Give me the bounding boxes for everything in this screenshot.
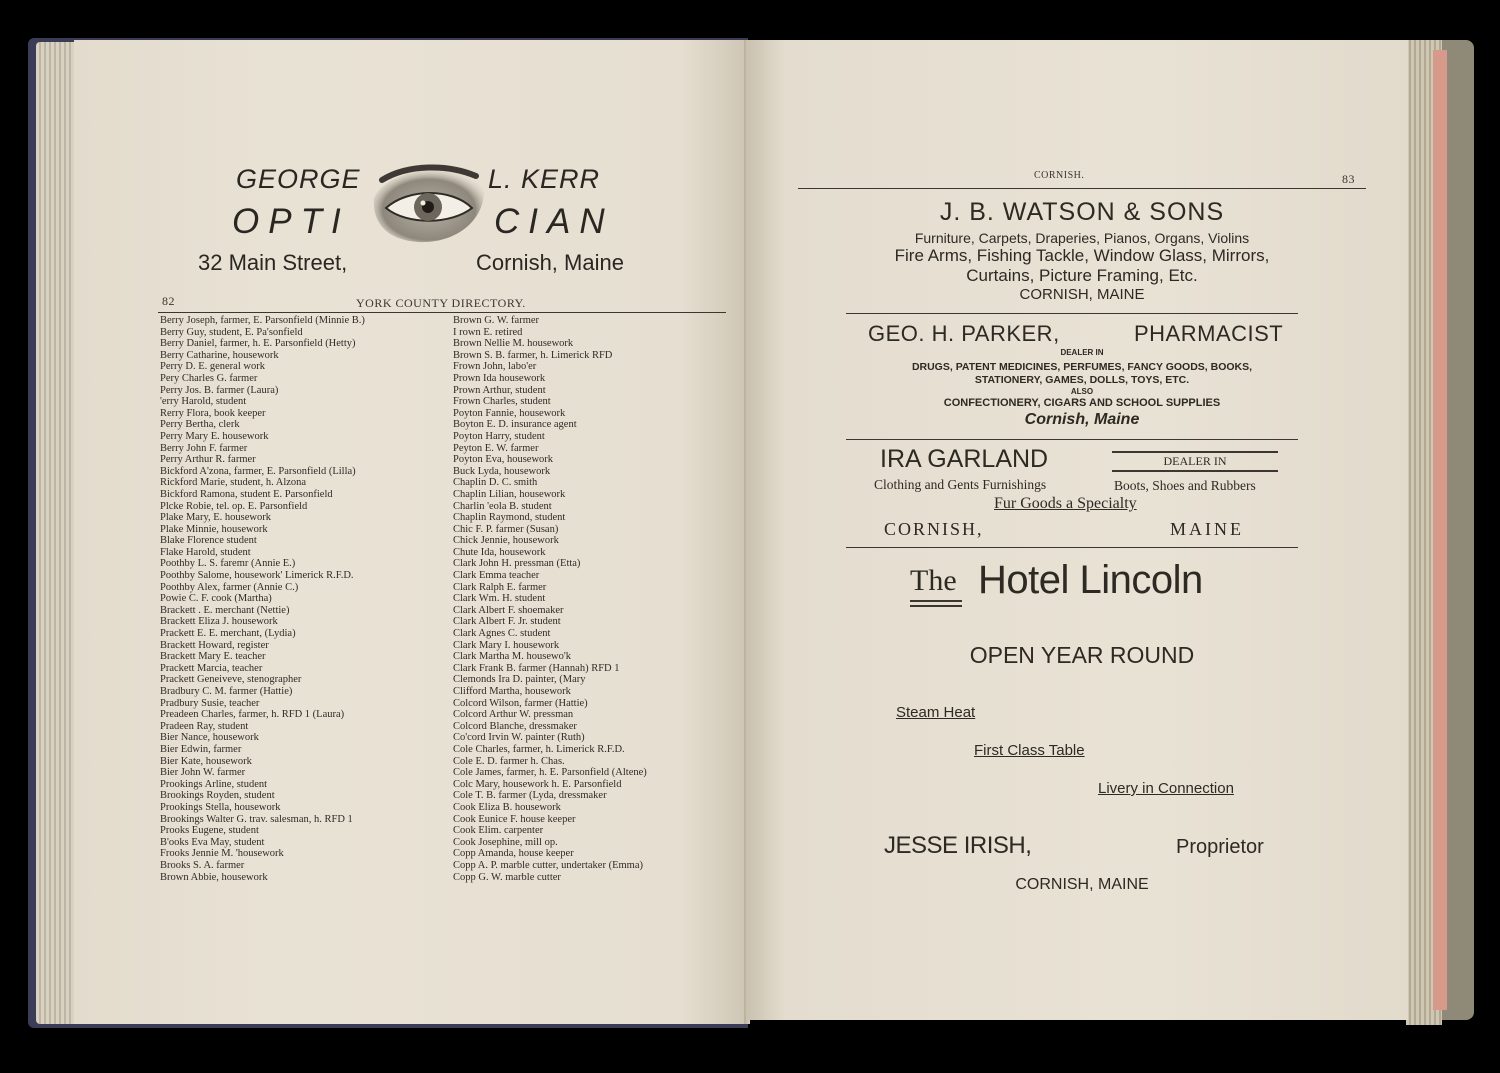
page-edges-tinted [1433,50,1447,1010]
ad-title-b: CIAN [494,202,614,241]
watson-name: J. B. WATSON & SONS [939,198,1225,226]
parker-goods1: DRUGS, PATENT MEDICINES, PERFUMES, FANCY GOODS, BOOKS, [911,361,1253,373]
directory-entry: Chick Jennie, housework [453,535,559,547]
directory-entry: Bradbury C. M. farmer (Hattie) [160,686,293,697]
hotel-feature-1: Steam Heat [896,704,976,721]
divider-3 [846,547,1298,548]
left-page [74,40,746,1024]
hotel-the-rule-2 [910,605,962,607]
ad-address: 32 Main Street, [198,250,348,275]
directory-entry: Prown Ida housework [453,372,546,384]
directory-entry: Buck Lyda, housework [453,465,551,477]
directory-entry: 'erry Harold, student [160,396,247,408]
directory-entry: Prooks Eugene, student [160,825,259,837]
directory-entry: Pery Charles G. farmer [160,372,258,384]
directory-entry: Frown Charles, student [453,396,551,408]
parker-also: ALSO [1070,387,1094,396]
directory-entry: Cook Josephine, mill op. [453,836,558,848]
ad-town: Cornish, Maine [476,250,624,275]
directory-entry: Colcord Arthur W. pressman [453,709,574,721]
directory-entry: Perry Jos. B. farmer (Laura) [160,384,279,396]
directory-entry: Poyton Harry, student [453,430,545,442]
directory-entry: Colcord Wilson, farmer (Hattie) [453,697,588,709]
header-rule-right [798,188,1366,189]
directory-entry: Clark Albert F. Jr. student [453,616,561,628]
directory-entry: Preadeen Charles, farmer, h. RFD 1 (Laura) [160,709,345,721]
directory-entry: Poothby Salome, housework' Limerick R.F.D. [160,570,354,582]
garland-rule-bottom [1112,470,1278,472]
directory-entry: Bier Nance, housework [160,732,259,744]
garland-state: MAINE [1170,519,1244,539]
divider-1 [846,313,1298,314]
directory-entry: Brackett Mary E. teacher [160,651,266,663]
garland-line-right: Boots, Shoes and Rubbers [1114,478,1256,493]
directory-entry: Pradeen Ray, student [160,720,249,732]
directory-column-2 [453,315,647,883]
directory-entry: Cole Charles, farmer, h. Limerick R.F.D. [453,743,625,755]
directory-entry: Cole E. D. farmer h. Chas. [453,755,565,767]
directory-entry: Copp A. P. marble cutter, undertaker (Emma) [453,859,643,871]
parker-name: GEO. H. PARKER, [868,321,1060,346]
running-head-right: CORNISH. [1034,170,1085,181]
directory-entry: Prown Arthur, student [453,384,546,396]
directory-column-1 [160,315,365,883]
directory-entry: Frown John, labo'er [453,361,537,373]
directory-entry: Plake Minnie, housework [160,523,268,535]
divider-2 [846,439,1298,440]
hotel-open: OPEN YEAR ROUND [969,642,1195,668]
directory-entry: Prookings Stella, housework [160,801,281,813]
directory-entry: Chic F. P. farmer (Susan) [453,523,559,535]
directory-entry: Cook Elim. carpenter [453,825,544,837]
directory-entry: Bier Kate, housework [160,755,252,767]
directory-entry: Clark Ralph E. farmer [453,581,547,593]
watson-line2: Fire Arms, Fishing Tackle, Window Glass, Mirrors, [894,246,1270,265]
directory-entry: Berry Joseph, farmer, E. Parsonfield (Minnie B.) [160,315,365,326]
ad-name-first: GEORGE [236,164,361,194]
page-number: 82 [162,294,175,308]
directory-entry: Copp Amanda, house keeper [453,848,574,860]
hotel-the-rule-1 [910,600,962,602]
directory-entry: Berry Guy, student, E. Pa'sonfield [160,326,303,338]
directory-entry: Poothby Alex, farmer (Annie C.) [160,581,299,593]
parker-goods3: CONFECTIONERY, CIGARS AND SCHOOL SUPPLIES [943,397,1221,409]
directory-entry: Berry Catharine, housework [160,349,279,361]
directory-entry: Cook Eunice F. house keeper [453,813,576,825]
hotel-the: The [910,564,957,597]
hotel-town: CORNISH, MAINE [1015,876,1149,893]
directory-entry: Clifford Martha, housework [453,686,571,697]
directory-entry: Cole James, farmer, h. E. Parsonfield (Altene) [453,767,647,779]
page-edges-left [36,42,78,1024]
header-rule [158,312,726,313]
watson-line3: Curtains, Picture Framing, Etc. [966,266,1198,285]
directory-entry: Brackett Eliza J. housework [160,616,278,628]
garland-rule-top [1112,451,1278,453]
directory-entry: Perry Arthur R. farmer [160,454,256,466]
directory-entry: Perry D. E. general work [160,361,265,373]
watson-line1: Furniture, Carpets, Draperies, Pianos, Organs, Violins [914,230,1250,246]
directory-entry: Clark Emma teacher [453,570,540,582]
hotel-proprietor-label: Proprietor [1176,836,1264,858]
directory-entry: Prackett Marcia, teacher [160,662,263,674]
directory-entry: Brookings Walter G. trav. salesman, h. RFD 1 [160,813,353,825]
directory-entry: Clark Albert F. shoemaker [453,604,564,616]
directory-entry: Charlin 'eola B. student [453,500,552,512]
hotel-proprietor-name: JESSE IRISH, [884,832,1032,859]
directory-entry: Brookings Royden, student [160,790,275,802]
right-page [746,40,1408,1020]
parker-dealer: DEALER IN [1060,348,1104,357]
directory-entry: Co'cord Irvin W. painter (Ruth) [453,732,585,744]
directory-entry: Bickford A'zona, farmer, E. Parsonfield (Lilla) [160,465,356,477]
garland-town: CORNISH, [884,519,984,539]
garland-specialty: Fur Goods a Specialty [994,495,1137,512]
directory-entry: Brackett . E. merchant (Nettie) [160,604,290,616]
directory-entry: Brown G. W. farmer [453,315,540,326]
eye-engraving-icon [368,158,488,248]
directory-entry: Chaplin Raymond, student [453,512,566,524]
directory-entry: Pradbury Susie, teacher [160,697,260,709]
directory-entry: Plcke Robie, tel. op. E. Parsonfield [160,500,308,512]
directory-entry: Clemonds Ira D. painter, (Mary [453,674,586,686]
directory-entry: Poyton Fannie, housework [453,407,566,419]
parker-trade: PHARMACIST [1134,321,1284,346]
directory-entry: Poothby L. S. faremr (Annie E.) [160,558,296,570]
directory-entry: B'ooks Eva May, student [160,836,265,848]
directory-entry: Clark Frank B. farmer (Hannah) RFD 1 [453,662,620,674]
directory-entry: Blake Florence student [160,535,257,547]
running-head: YORK COUNTY DIRECTORY. [356,296,526,310]
directory-entry: Cole T. B. farmer (Lyda, dressmaker [453,790,607,802]
directory-entry: I rown E. retired [453,326,523,338]
directory-entry: Prackett Geneiveve, stenographer [160,674,302,686]
directory-entry: Cook Eliza B. housework [453,801,561,813]
directory-entry: Clark Martha M. housewo'k [453,651,571,663]
directory-entry: Brooks S. A. farmer [160,859,245,871]
directory-entry: Colcord Blanche, dressmaker [453,720,577,732]
hotel-name: Hotel Lincoln [978,558,1203,602]
hotel-feature-2: First Class Table [974,742,1085,759]
directory-entry: Clark Wm. H. student [453,593,546,605]
directory-entry: Bier John W. farmer [160,767,246,779]
directory-entry: Prookings Arline, student [160,778,268,790]
directory-entry: Plake Mary, E. housework [160,512,272,524]
directory-entry: Bickford Ramona, student E. Parsonfield [160,488,333,500]
directory-entry: Powie C. F. cook (Martha) [160,593,272,605]
directory-entry: Clark Agnes C. student [453,628,551,640]
directory-entry: Peyton E. W. farmer [453,442,539,454]
directory-entry: Clark John H. pressman (Etta) [453,558,581,570]
directory-entry: Perry Mary E. housework [160,430,269,442]
directory-entry: Prackett E. E. merchant, (Lydia) [160,628,296,640]
hotel-feature-3: Livery in Connection [1098,780,1234,797]
garland-line-left: Clothing and Gents Furnishings [874,477,1047,492]
directory-entry: Brown S. B. farmer, h. Limerick RFD [453,349,613,361]
directory-entry: Chaplin D. C. smith [453,477,538,489]
directory-entry: Chute Ida, housework [453,546,546,558]
garland-name: IRA GARLAND [880,445,1049,473]
directory-entry: Brackett Howard, register [160,639,269,651]
directory-entry: Chaplin Lilian, housework [453,488,566,500]
directory-entry: Flake Harold, student [160,546,251,558]
ad-name-last: L. KERR [488,164,601,194]
directory-entry: Boyton E. D. insurance agent [453,419,577,431]
watson-town: CORNISH, MAINE [1019,286,1145,303]
open-book [28,30,1474,1032]
directory-entry: Perry Bertha, clerk [160,419,240,431]
directory-entry: Frooks Jennie M. 'housework [160,848,284,860]
garland-dealer: DEALER IN [1163,454,1227,468]
parker-goods2: STATIONERY, GAMES, DOLLS, TOYS, ETC. [974,374,1190,386]
directory-entry: Bier Edwin, farmer [160,743,242,755]
directory-entry: Copp G. W. marble cutter [453,871,561,883]
directory-entry: Berry Daniel, farmer, h. E. Parsonfield (Hetty) [160,338,356,350]
page-number-right: 83 [1342,172,1355,186]
directory-entry: Berry John F. farmer [160,442,248,454]
ad-title-a: OPTI [232,202,350,241]
directory-entry: Poyton Eva, housework [453,454,554,466]
directory-entry: Clark Mary I. housework [453,639,560,651]
directory-entry: Rerry Flora, book keeper [160,407,266,419]
directory-entry: Rickford Marie, student, h. Alzona [160,477,307,489]
parker-town: Cornish, Maine [1024,411,1140,428]
directory-entry: Colc Mary, housework h. E. Parsonfield [453,778,622,790]
directory-entry: Brown Abbie, housework [160,871,268,883]
directory-entry: Brown Nellie M. housework [453,338,574,350]
